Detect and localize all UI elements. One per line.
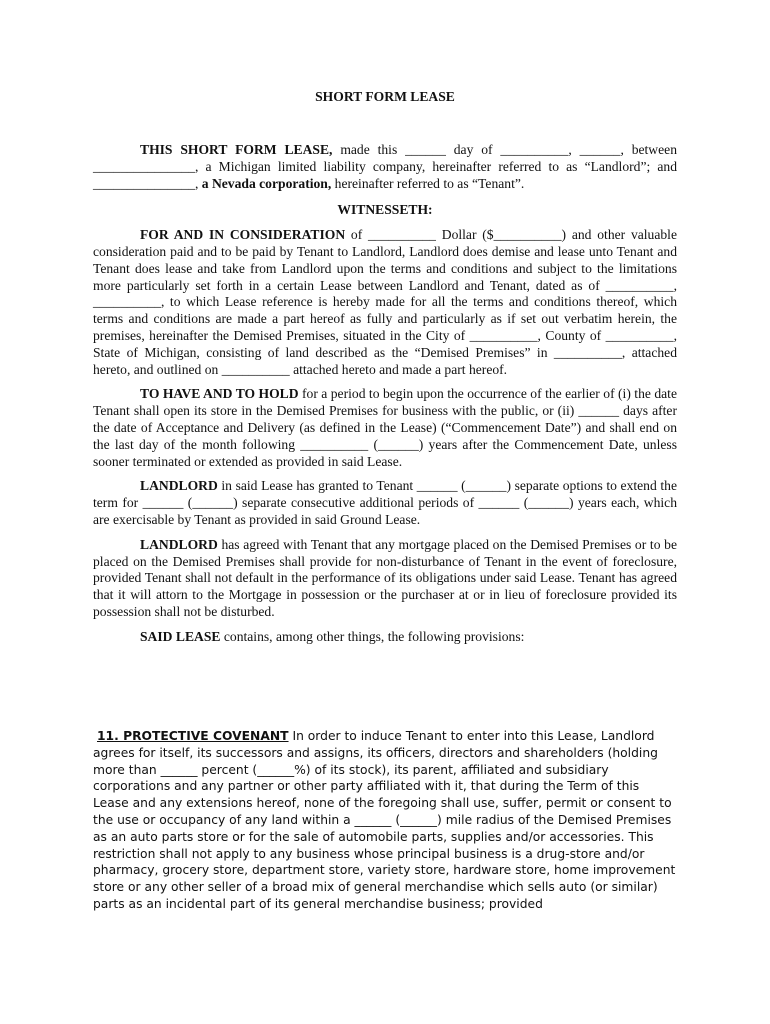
protective-covenant-paragraph (93, 728, 677, 913)
said-lease-paragraph (93, 629, 677, 646)
intro-text-1: made this ______ day of __________, ______, between _______________, a Michigan limited liability company, hereinafter referred to as “Landlord”; and _______________, (93, 142, 677, 191)
landlord-mortgage-paragraph (93, 537, 677, 621)
landlord-options-paragraph (93, 478, 677, 528)
consideration-lead: FOR AND IN CONSIDERATION (140, 227, 346, 243)
intro-lead: THIS SHORT FORM LEASE, (140, 142, 333, 157)
consideration-text: of __________ Dollar ($__________) and other valuable consideration paid and to be paid by Tenant to Landlord, Landlord does demise and lease unto Tenant and Tenant does lease and take from Landlord upon the terms and conditions and subject to the limitations more particularly set forth in a certain Lease between Landlord and Tenant, dated as of __________, __________, to which Lease reference is hereby made for all the terms and conditions thereof, which terms and conditions are made a part hereof as fully and particularly as if set out verbatim herein, the premises, hereinafter the Demised Premises, situated in the City of __________, County of __________, State of Michigan, consisting of land described as the “Demised Premises” in __________, attached hereto, and outlined on __________ attached hereto and made a part hereof. (93, 227, 677, 377)
said-lease-text: contains, among other things, the following provisions: (220, 628, 525, 644)
covenant-lead: 11. PROTECTIVE COVENANT (97, 729, 289, 743)
to-have-paragraph (93, 386, 677, 470)
intro-paragraph (93, 142, 677, 192)
landlord-mortgage-text: has agreed with Tenant that any mortgage placed on the Demised Premises or to be placed on the Demised Premises shall provide for non-disturbance of Tenant in the event of foreclosure, provided Tenant shall not default in the performance of its obligations under said Lease. Tenant has agreed that it will attorn to the Mortgage in possession or the purchaser at or in lieu of foreclosure provided its possession shall not be disturbed. (93, 536, 677, 619)
landlord-options-text: in said Lease has granted to Tenant ______ (______) separate options to extend the term for ______ (______) separate consecutive additional periods of ______ (______) years each, which are exercisable by Tenant as provided in said Ground Lease. (93, 478, 677, 527)
intro-bold-2: a Nevada corporation, (201, 175, 332, 191)
document-body (93, 142, 677, 646)
intro-text-2: hereinafter referred to as “Tenant”. (331, 175, 525, 191)
covenant-text: In order to induce Tenant to enter into this Lease, Landlord agrees for itself, its successors and assigns, its officers, directors and shareholders (holding more than ______ percent (______%) of its stock), its parent, affiliated and subsidiary corporations and any partner or other party affiliated with it, that during the Term of this Lease and any extensions hereof, none of the foregoing shall use, suffer, permit or consent to the use or occupancy of any land within a ______ (______) mile radius of the Demised Premises as an auto parts store or for the sale of automobile parts, supplies and/or accessories. This restriction shall not apply to any business whose principal business is a drug-store and/or pharmacy, grocery store, department store, variety store, hardware store, home improvement store or any other seller of a broad mix of general merchandise which sells auto (or similar) parts as an incidental part of its general merchandise business; provided (93, 729, 676, 911)
landlord-options-lead: LANDLORD (140, 478, 218, 494)
document-title: SHORT FORM LEASE (315, 89, 455, 104)
witnesseth-heading: WITNESSETH: (337, 202, 433, 218)
to-have-lead: TO HAVE AND TO HOLD (140, 386, 299, 402)
said-lease-lead: SAID LEASE (140, 628, 221, 644)
to-have-text: for a period to begin upon the occurrence of the earlier of (i) the date Tenant shall open its store in the Demised Premises for business with the public, or (ii) ______ days after the date of Acceptance and Delivery (as defined in the Lease) (“Commencement Date”) and shall end on the last day of the month following __________ (______) years after the Commencement Date, unless sooner terminated or extended as provided in said Lease. (93, 386, 677, 469)
consideration-paragraph (93, 227, 677, 378)
landlord-mortgage-lead: LANDLORD (140, 536, 218, 552)
